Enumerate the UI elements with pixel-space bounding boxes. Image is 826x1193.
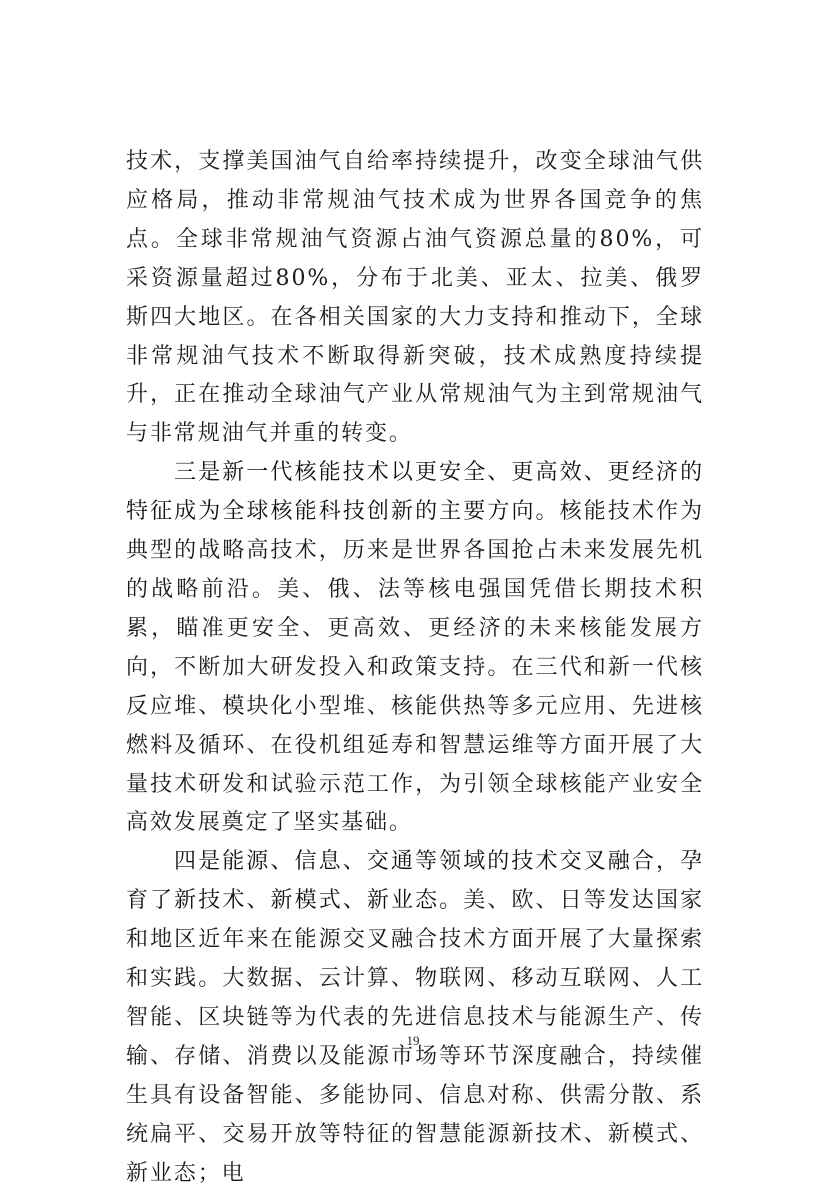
paragraph-cross-domain-fusion [126, 843, 704, 1193]
paragraph-nuclear-technology [126, 454, 704, 843]
paragraph-lead: 三是新一代核能技术以更安全、更高效、更经济的特征成为全球核能科技创新的主要方向。 [126, 460, 704, 525]
paragraph-lead: 四是能源、信息、交通等领域的技术交叉融合，孕育了新技术、新模式、新业态。 [126, 849, 704, 914]
page-number: 19 [406, 1033, 420, 1048]
paragraph-text: 核能技术作为典型的战略高技术，历来是世界各国抢占未来发展先机的战略前沿。美、俄、法等核电强国凭借长期技术积累，瞄准更安全、更高效、更经济的未来核能发展方向，不断加大研发投入和政策支持。在三代和新一代核反应堆、模块化小型堆、核能供热等多元应用、先进核燃料及循环、在役机组延寿和智慧运维等方面开展了大量技术研发和试验示范工作，为引领全球核能产业安全高效发展奠定了坚实基础。 [126, 499, 704, 836]
paragraph-text: 技术，支撑美国油气自给率持续提升，改变全球油气供应格局，推动非常规油气技术成为世界各国竞争的焦点。全球非常规油气资源占油气资源总量的80%，可采资源量超过80%，分布于北美、亚太、拉美、俄罗斯四大地区。在各相关国家的大力支持和推动下，全球非常规油气技术不断取得新突破，技术成熟度持续提升，正在推动全球油气产业从常规油气为主到常规油气与非常规油气并重的转变。 [126, 149, 704, 447]
paragraph-unconventional-oil-gas [126, 143, 704, 454]
paragraph-text: 美、欧、日等发达国家和地区近年来在能源交叉融合技术方面开展了大量探索和实践。大数据、云计算、物联网、移动互联网、人工智能、区块链等为代表的先进信息技术与能源生产、传输、存储、消费以及能源市场等环节深度融合，持续催生具有设备智能、多能协同、信息对称、供需分散、系统扁平、交易开放等特征的智慧能源新技术、新模式、新业态；电 [126, 888, 704, 1186]
